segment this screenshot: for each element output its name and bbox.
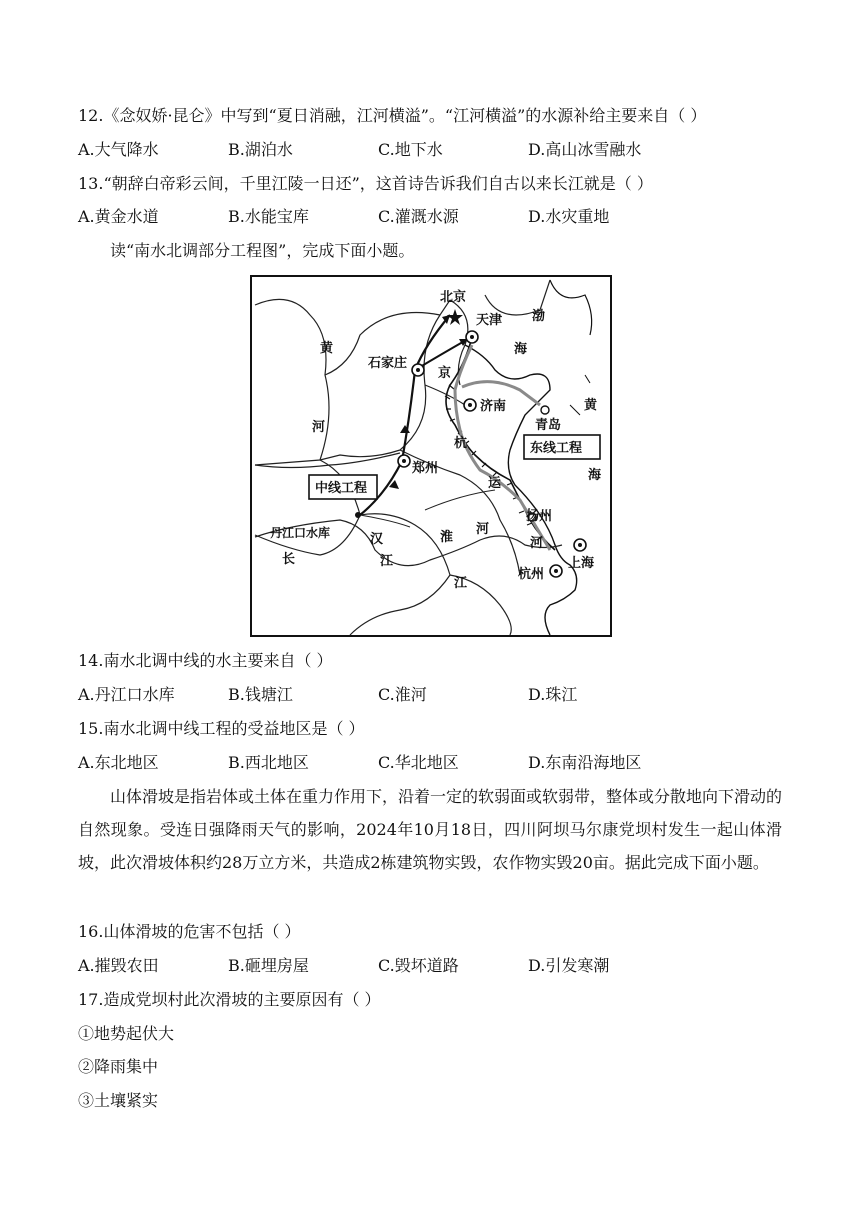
option-b: B.钱塘江 xyxy=(228,685,293,704)
landslide-passage: 山体滑坡是指岩体或土体在重力作用下，沿着一定的软弱面或软弱带，整体或分散地向下滑动的自然现象。受连日强降雨天气的影响，2024年10月18日，四川阿坝马尔康党坝村发生一起山体滑坡，此次滑坡体积约28万立方米，共造成2栋建筑物实毁，农作物实毁20亩。据此完成下面小题。 xyxy=(78,787,783,872)
label-tianjin: 天津 xyxy=(476,313,503,328)
option-d: D.东南沿海地区 xyxy=(528,753,642,772)
question-17-item-1: ①地势起伏大 xyxy=(78,1024,175,1043)
question-12-options xyxy=(78,140,778,160)
label-middle-route: 中线工程 xyxy=(315,481,368,496)
label-danjiangkou: 丹江口水库 xyxy=(270,526,331,540)
label-shijiazhuang: 石家庄 xyxy=(368,356,408,371)
option-c: C.地下水 xyxy=(378,140,443,159)
question-15-options xyxy=(78,753,778,773)
option-a: A.摧毁农田 xyxy=(78,956,159,975)
label-yellow-sea-1: 黄 xyxy=(584,398,598,413)
label-han: 汉 xyxy=(370,532,384,547)
label-beijing: 北京 xyxy=(440,290,467,305)
question-17-item-2: ②降雨集中 xyxy=(78,1057,159,1076)
option-c: C.毁坏道路 xyxy=(378,956,459,975)
option-b: B.湖泊水 xyxy=(228,140,293,159)
option-b: B.水能宝库 xyxy=(228,207,309,226)
question-12-stem: 12.《念奴娇·昆仑》中写到“夏日消融，江河横溢”。“江河横溢”的水源补给主要来自（ ） xyxy=(78,106,707,125)
question-16-options xyxy=(78,956,778,976)
option-d: D.水灾重地 xyxy=(528,207,610,226)
label-canal-hang: 杭 xyxy=(454,436,468,451)
label-huang-river-1: 黄 xyxy=(320,341,334,356)
question-15-stem: 15.南水北调中线工程的受益地区是（ ） xyxy=(78,719,365,738)
label-qingdao: 青岛 xyxy=(535,418,562,433)
label-yangzhou: 扬州 xyxy=(526,509,553,524)
label-zhengzhou: 郑州 xyxy=(412,461,439,476)
label-canal-he: 河 xyxy=(530,536,544,551)
option-c: C.灌溉水源 xyxy=(378,207,459,226)
option-c: C.淮河 xyxy=(378,685,427,704)
option-b: B.砸埋房屋 xyxy=(228,956,309,975)
label-huai-he: 河 xyxy=(476,522,490,537)
question-16-stem: 16.山体滑坡的危害不包括（ ） xyxy=(78,922,301,941)
label-east-route: 东线工程 xyxy=(530,441,583,456)
label-jinan: 济南 xyxy=(480,399,507,414)
question-14-stem: 14.南水北调中线的水主要来自（ ） xyxy=(78,651,333,670)
question-17-item-3: ③土壤紧实 xyxy=(78,1091,159,1110)
question-14-options xyxy=(78,685,778,705)
map-intro: 读“南水北调部分工程图”，完成下面小题。 xyxy=(110,241,415,260)
label-canal-yun: 运 xyxy=(488,476,502,491)
option-d: D.引发寒潮 xyxy=(528,956,610,975)
label-bo-sea: 渤 xyxy=(532,309,546,324)
label-canal-jing: 京 xyxy=(438,366,452,381)
option-d: D.高山冰雪融水 xyxy=(528,140,642,159)
label-hangzhou: 杭州 xyxy=(518,567,545,582)
question-13-options xyxy=(78,207,778,227)
label-huang-river-2: 河 xyxy=(312,420,326,435)
label-huai: 淮 xyxy=(440,530,454,545)
option-a: A.东北地区 xyxy=(78,753,159,772)
label-han-jiang: 江 xyxy=(380,554,394,569)
question-13-stem: 13.“朝辞白帝彩云间，千里江陵一日还”，这首诗告诉我们自古以来长江就是（ ） xyxy=(78,174,653,193)
option-a: A.丹江口水库 xyxy=(78,685,175,704)
south-north-water-diversion-map xyxy=(250,275,612,637)
question-17-stem: 17.造成党坝村此次滑坡的主要原因有（ ） xyxy=(78,990,381,1009)
label-chang-jiang: 江 xyxy=(454,576,468,591)
label-chang: 长 xyxy=(282,552,296,567)
option-c: C.华北地区 xyxy=(378,753,459,772)
option-b: B.西北地区 xyxy=(228,753,309,772)
label-yellow-sea-2: 海 xyxy=(588,468,602,483)
option-d: D.珠江 xyxy=(528,685,578,704)
option-a: A.大气降水 xyxy=(78,140,159,159)
label-shanghai: 上海 xyxy=(568,556,595,571)
label-bo-hai: 海 xyxy=(514,342,528,357)
option-a: A.黄金水道 xyxy=(78,207,159,226)
